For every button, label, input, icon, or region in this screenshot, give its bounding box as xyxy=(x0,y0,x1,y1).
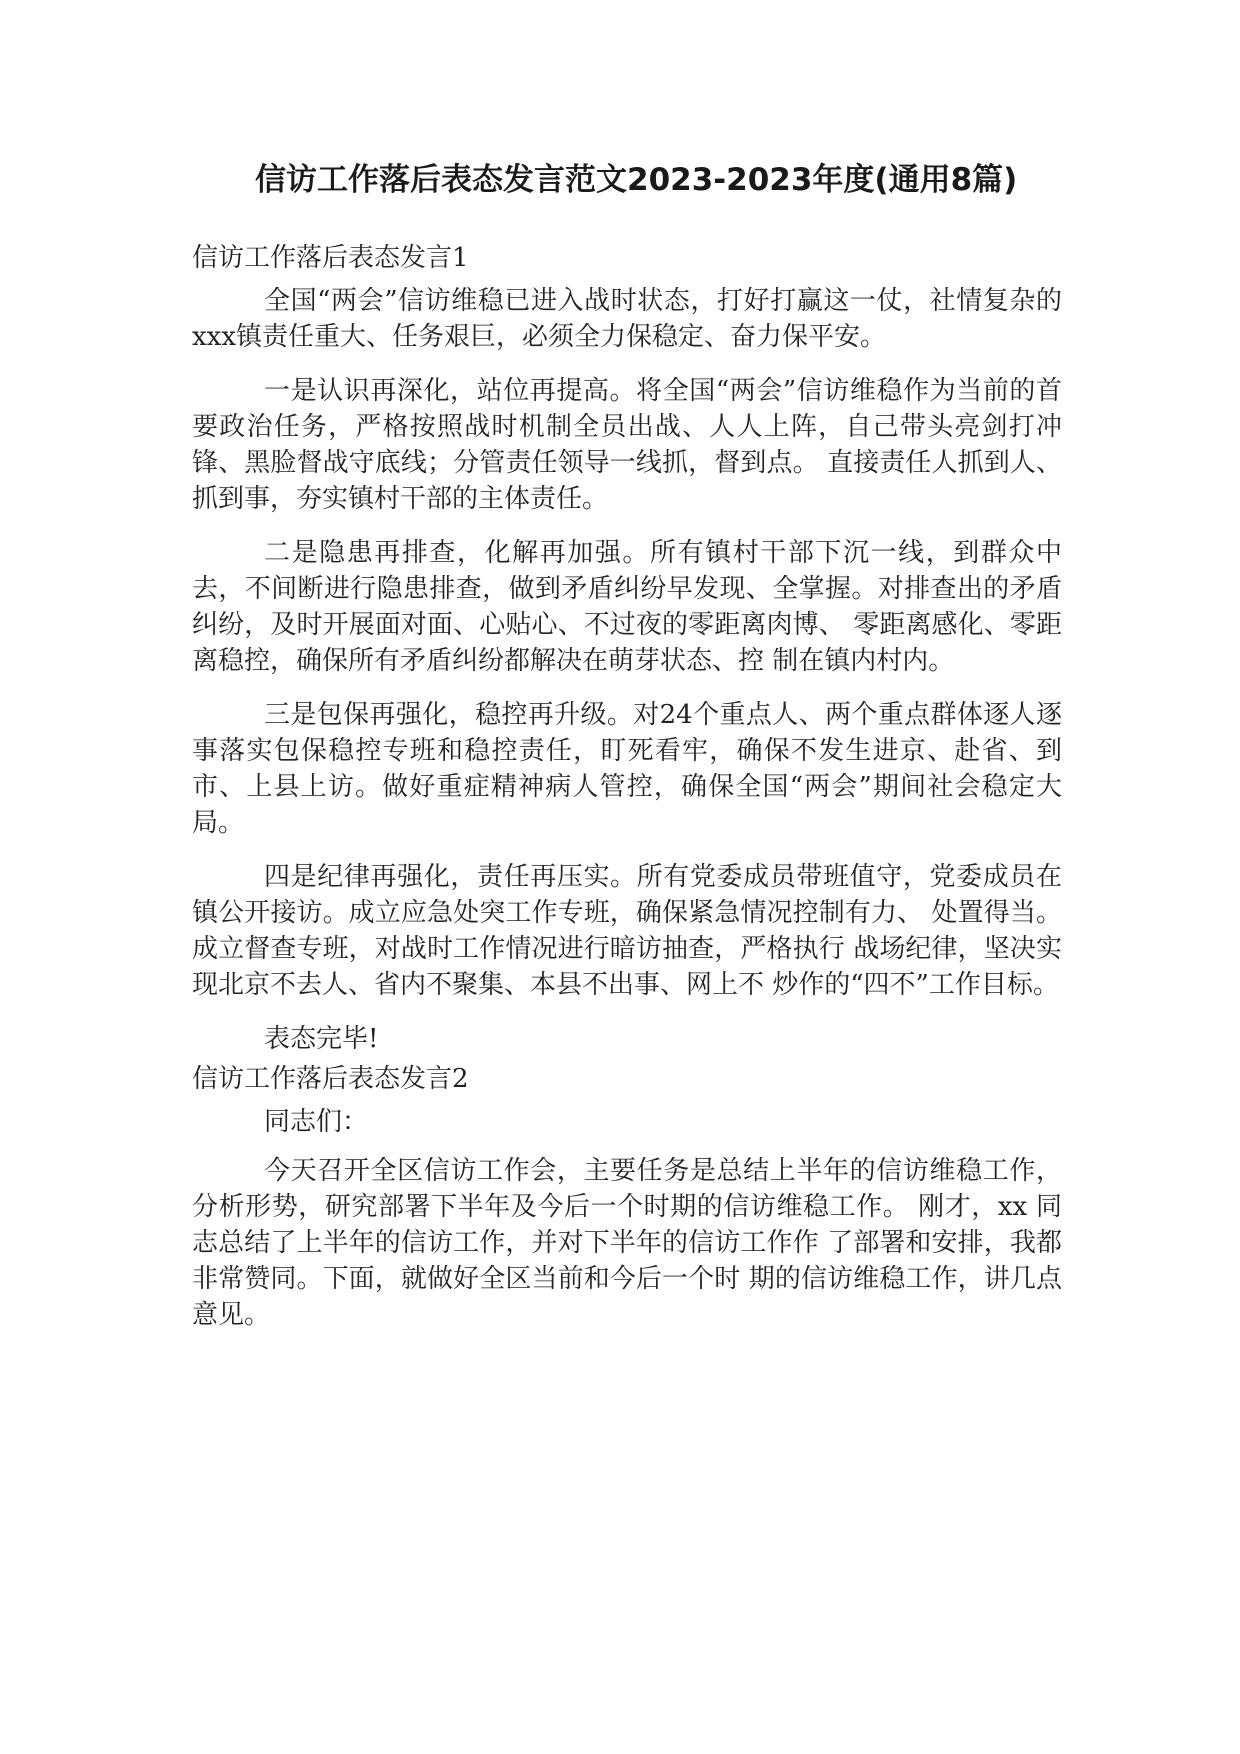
section-heading: 信访工作落后表态发言1 xyxy=(192,243,469,273)
document-title: 信访工作落后表态发言范文2023-2023年度(通用8篇) xyxy=(255,162,1018,198)
paragraph: 三是包保再强化，稳控再升级。对24个重点人、两个重点群体逐人逐事落实包保稳控专班和稳控责任，盯死看牢，确保不发生进京、赴省、到市、上县上访。做好重症精神病人管控，确保全国“两会”期间社会稳定大局。 xyxy=(192,700,1062,838)
paragraph: 同志们： xyxy=(264,1107,369,1137)
paragraph: 表态完毕! xyxy=(264,1024,379,1054)
paragraph: 今天召开全区信访工作会，主要任务是总结上半年的信访维稳工作，分析形势，研究部署下半年及今后一个时期的信访维稳工作。 刚才，xx 同志总结了上半年的信访工作，并对下半年的信访工作作 了部署和安排，我都非常赞同。下面，就做好全区当前和今后一个时 期的信访维稳工作，讲几点意见。 xyxy=(192,1156,1062,1330)
document-body xyxy=(192,240,1062,1351)
paragraph: 二是隐患再排查，化解再加强。所有镇村干部下沉一线，到群众中去，不间断进行隐患排查，做到矛盾纠纷早发现、全掌握。对排查出的矛盾纠纷，及时开展面对面、心贴心、不过夜的零距离肉博、 零距离感化、零距离稳控，确保所有矛盾纠纷都解决在萌芽状态、控 制在镇内村内。 xyxy=(192,538,1062,676)
paragraph: 全国“两会”信访维稳已进入战时状态，打好打赢这一仗，社情复杂的 xxx镇责任重大、任务艰巨，必须全力保稳定、奋力保平安。 xyxy=(192,286,1062,352)
paragraph: 一是认识再深化，站位再提高。将全国“两会”信访维稳作为当前的首要政治任务，严格按照战时机制全员出战、人人上阵，自己带头亮剑打冲锋、黑脸督战守底线；分管责任领导一线抓，督到点。 直接责任人抓到人、抓到事，夯实镇村干部的主体责任。 xyxy=(192,376,1062,514)
section-heading: 信访工作落后表态发言2 xyxy=(192,1064,469,1094)
paragraph: 四是纪律再强化，责任再压实。所有党委成员带班值守，党委成员在镇公开接访。成立应急处突工作专班，确保紧急情况控制有力、 处置得当。成立督查专班，对战时工作情况进行暗访抽查，严格执行 战场纪律，坚决实现北京不去人、省内不聚集、本县不出事、网上不 炒作的“四不”工作目标。 xyxy=(192,862,1062,1000)
